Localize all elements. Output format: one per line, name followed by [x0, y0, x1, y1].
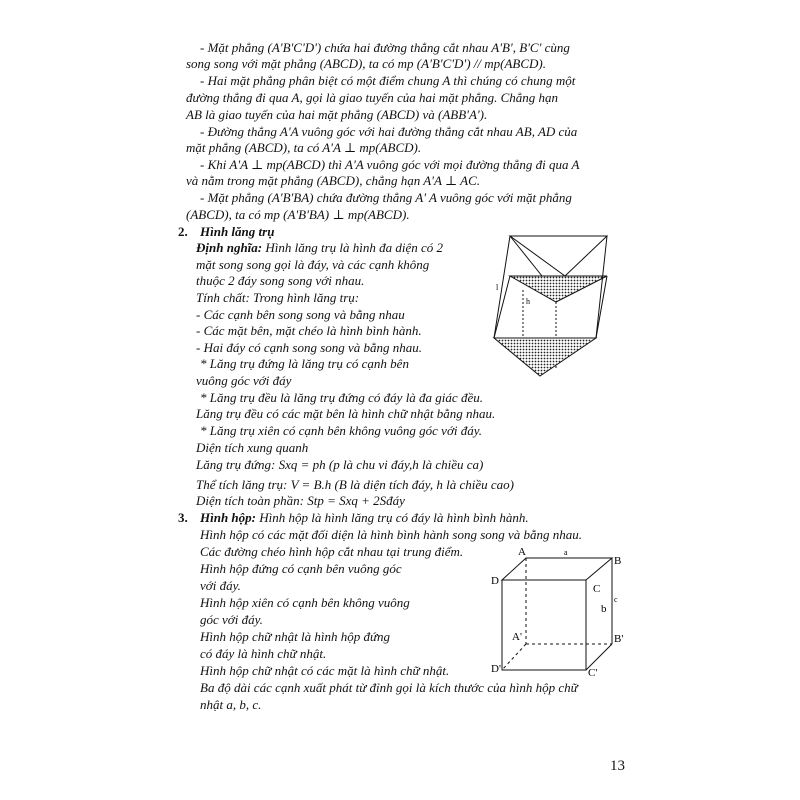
prism-text-line: vuông góc với đáy — [196, 373, 292, 388]
vertex-C-prime: C' — [588, 667, 598, 679]
box-text-line: Hình hộp chữ nhật là hình hộp đứng — [200, 629, 391, 644]
prism-label-l: l — [496, 283, 499, 292]
edge-c: c — [614, 595, 618, 604]
vertex-A-prime: A' — [512, 631, 522, 643]
vertex-B: B — [614, 555, 622, 567]
intro-line: (ABCD), ta có mp (A'B'BA) ⊥ mp(ABCD). — [186, 207, 410, 222]
box-text-line: nhật a, b, c. — [200, 697, 262, 712]
vertex-A: A — [518, 546, 526, 558]
intro-line: - Mặt phẳng (A'B'BA) chứa đường thẳng A' A vuông góc với mặt phẳng — [200, 190, 572, 205]
prism-text-line: - Các cạnh bên song song và bằng nhau — [196, 307, 405, 322]
definition-line — [196, 240, 443, 256]
prism-text-line: Tính chất: Trong hình lăng trụ: — [196, 290, 360, 305]
box-text-line: Ba độ dài các cạnh xuất phát từ đỉnh gọi là kích thước của hình hộp chữ — [200, 680, 578, 695]
definition-line: thuộc 2 đáy song song với nhau. — [196, 273, 365, 288]
intro-line: AB là giao tuyến của hai mặt phẳng (ABCD) và (ABB'A'). — [186, 107, 488, 122]
section2-number: 2. — [178, 224, 188, 239]
definition-line: mặt song song gọi là đáy, và các cạnh không — [196, 257, 430, 272]
section2-title: Hình lăng trụ — [200, 224, 275, 239]
box-text-line: có đáy là hình chữ nhật. — [200, 646, 327, 661]
box-text-line: Hình hộp xiên có cạnh bên không vuông — [200, 595, 410, 610]
box-text-line: góc với đáy. — [200, 612, 263, 627]
prism-figure — [480, 228, 620, 378]
prism-text-line: - Hai đáy có cạnh song song và bằng nhau. — [196, 340, 423, 355]
section3-title: Hình hộp: — [200, 510, 256, 525]
vertex-D: D — [491, 575, 499, 587]
cuboid-figure — [488, 546, 628, 680]
intro-line: mặt phẳng (ABCD), ta có A'A ⊥ mp(ABCD). — [186, 140, 422, 155]
intro-line: và nằm trong mặt phẳng (ABCD), chẳng hạn A'A ⊥ AC. — [186, 173, 481, 188]
section3-number: 3. — [178, 510, 188, 525]
page-number: 13 — [610, 758, 625, 774]
prism-text-line: * Lăng trụ đứng là lăng trụ có cạnh bên — [200, 356, 409, 371]
intro-line: - Khi A'A ⊥ mp(ABCD) thì A'A vuông góc với mọi đường thẳng đi qua A — [200, 157, 580, 172]
vertex-C: C — [593, 583, 601, 595]
box-text-line: Hình hộp đứng có cạnh bên vuông góc — [200, 561, 402, 576]
definition-label: Định nghĩa: — [196, 240, 263, 255]
intro-line: đường thẳng đi qua A, gọi là giao tuyến của hai mặt phẳng. Chẳng hạn — [186, 90, 558, 105]
prism-text-line: - Các mặt bên, mặt chéo là hình bình hành. — [196, 323, 422, 338]
prism-text-line: Lăng trụ đều có các mặt bên là hình chữ nhật bằng nhau. — [196, 406, 496, 421]
box-text-line: Hình hộp có các mặt đối diện là hình bình hành song song và bằng nhau. — [200, 527, 583, 542]
prism-text-line: * Lăng trụ xiên có cạnh bên không vuông góc với đáy. — [200, 423, 483, 438]
intro-line: - Hai mặt phẳng phân biệt có một điểm chung A thì chúng có chung một — [200, 73, 576, 88]
formula-line: Thể tích lăng trụ: V = B.h (B là diện tích đáy, h là chiều cao) — [196, 477, 514, 492]
box-text-line: Các đường chéo hình hộp cắt nhau tại trung điểm. — [200, 544, 464, 559]
intro-line: song song với mặt phẳng (ABCD), ta có mp (A'B'C'D') // mp(ABCD). — [186, 56, 546, 71]
section3-title-rest: Hình hộp là hình lăng trụ có đáy là hình bình hành. — [259, 510, 529, 525]
section3-heading — [200, 510, 529, 526]
box-text-line: Hình hộp chữ nhật có các mặt là hình chữ nhật. — [200, 663, 450, 678]
intro-line: - Đường thẳng A'A vuông góc với hai đường thẳng cắt nhau AB, AD của — [200, 124, 578, 139]
prism-text-line: * Lăng trụ đều là lăng trụ đứng có đáy là đa giác đều. — [200, 390, 483, 405]
formula-line: Lăng trụ đứng: Sxq = ph (p là chu vi đáy,h là chiều ca) — [196, 457, 484, 472]
prism-label-h: h — [526, 297, 530, 306]
intro-line: - Mặt phẳng (A'B'C'D') chứa hai đường thẳng cắt nhau A'B', B'C' cùng — [200, 40, 570, 55]
vertex-B-prime: B' — [614, 633, 624, 645]
vertex-D-prime: D' — [491, 663, 501, 675]
prism-text-line: Diện tích xung quanh — [196, 440, 309, 455]
edge-b: b — [601, 603, 607, 615]
edge-a: a — [564, 548, 568, 557]
formula-line: Diện tích toàn phần: Stp = Sxq + 2Sđáy — [196, 493, 405, 508]
definition-text: Hình lăng trụ là hình đa diện có 2 — [265, 240, 444, 255]
box-text-line: với đáy. — [200, 578, 241, 593]
